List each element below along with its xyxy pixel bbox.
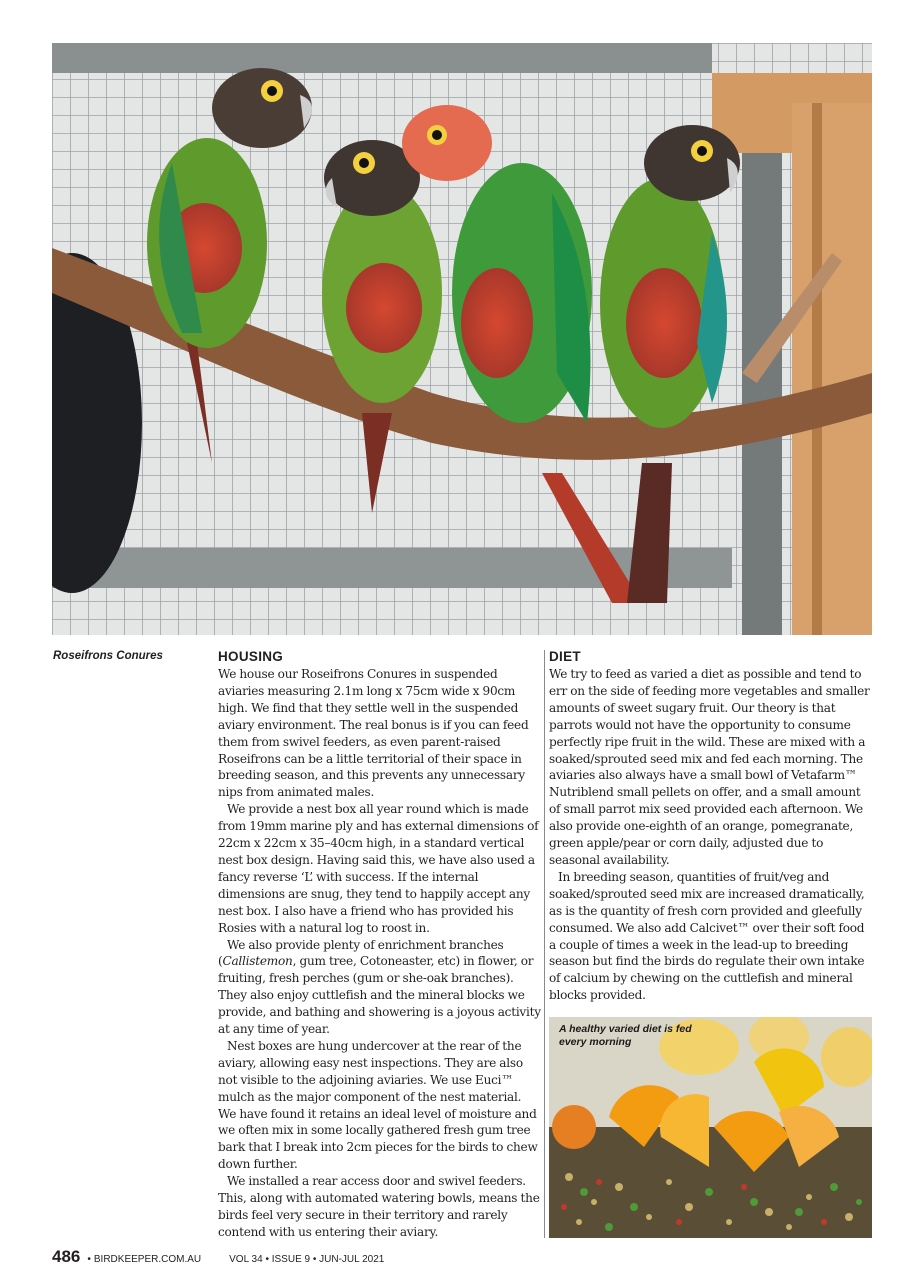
footer-site: BIRDKEEPER.COM.AU — [93, 1254, 202, 1265]
diet-column — [549, 648, 873, 1004]
food-photo — [549, 1017, 872, 1238]
housing-p3-end: , gum tree, Cotoneaster, etc) in flower, or fruiting, fresh perches (gum or she-oak branches). They also enjoy cuttlefish and the mineral blocks we provide, and bathing and showering is a joyous activity at any time of year. — [218, 954, 541, 1037]
housing-p3-start: We also provide plenty of enrichment branches ( — [218, 937, 504, 969]
housing-paragraph-3 — [218, 937, 542, 1038]
column-divider — [544, 650, 545, 1238]
housing-heading: HOUSING — [218, 649, 284, 664]
food-caption: A healthy varied diet is fed every morning — [559, 1023, 692, 1048]
housing-paragraph-2: We provide a nest box all year round which is made from 19mm marine ply and has external dimensions of 22cm x 22cm x 35–40cm high, in a standard vertical nest box design. Having said this, we have also used a fancy reverse ‘L’ with success. If the internal dimensions are snug, they tend to happily accept any nest box. I also have a friend who has provided his Rosies with a natural log to roost in. — [218, 802, 539, 935]
diet-paragraph-2: In breeding season, quantities of fruit/veg and soaked/sprouted seed mix are increased dramatically, as is the quantity of fresh corn provided and gleefully consumed. We also add Calcivet™ over their soft food a couple of times a week in the lead-up to breeding season but find the birds do regulate their own intake of calcium by chewing on the cuttlefish and mineral blocks provided. — [549, 869, 865, 1003]
diet-paragraph-1: We try to feed as varied a diet as possible and tend to err on the side of feeding more vegetables and smaller amounts of sweet sugary fruit. Our theory is that parrots would not have the opportunity to consume perfectly ripe fruit in the wild. These are mixed with a soaked/sprouted seed mix and fed each morning. The aviaries also always have a small bowl of Vetafarm™ Nutriblend small pellets on offer, and a small amount of small parrot mix seed provided each afternoon. We also provide one-eighth of an orange, pomegranate, green apple/pear or corn daily, adjusted due to seasonal availability. — [549, 667, 870, 867]
footer-issue: VOL 34 • ISSUE 9 • JUN-JUL 2021 — [229, 1254, 385, 1265]
footer-bullet: • — [87, 1254, 91, 1265]
diet-heading: DIET — [549, 649, 581, 664]
photo-caption: Roseifrons Conures — [53, 650, 163, 662]
conures-photo — [52, 43, 872, 635]
housing-paragraph-5: We installed a rear access door and swivel feeders. This, along with automated watering bowls, means the birds feel very secure in their territory and rarely contend with us entering their aviary. — [218, 1174, 540, 1239]
housing-paragraph-1: We house our Roseifrons Conures in suspended aviaries measuring 2.1m long x 75cm wide x 90cm high. We find that they settle well in the suspended aviary environment. The real bonus is if you can feed them from swivel feeders, as even parent-raised Roseifrons can be a little territorial of their space in breeding season, and this prevents any unnecessary nips from animated males. — [218, 667, 529, 800]
conures-illustration — [52, 43, 872, 635]
page-number: 486 — [52, 1247, 81, 1266]
housing-p3-italic: Callistemon — [222, 954, 293, 969]
housing-paragraph-4: Nest boxes are hung undercover at the rear of the aviary, allowing easy nest inspections. They are also not visible to the adjoining aviaries. We use Euci™ mulch as the major component of the nest material. We have found it retains an ideal level of moisture and we often mix in some locally gathered fresh gum tree bark that I break into 2cm pieces for the birds to chew down further. — [218, 1038, 538, 1172]
page-footer — [52, 1247, 872, 1267]
housing-column — [218, 648, 542, 1241]
food-illustration — [549, 1017, 872, 1238]
